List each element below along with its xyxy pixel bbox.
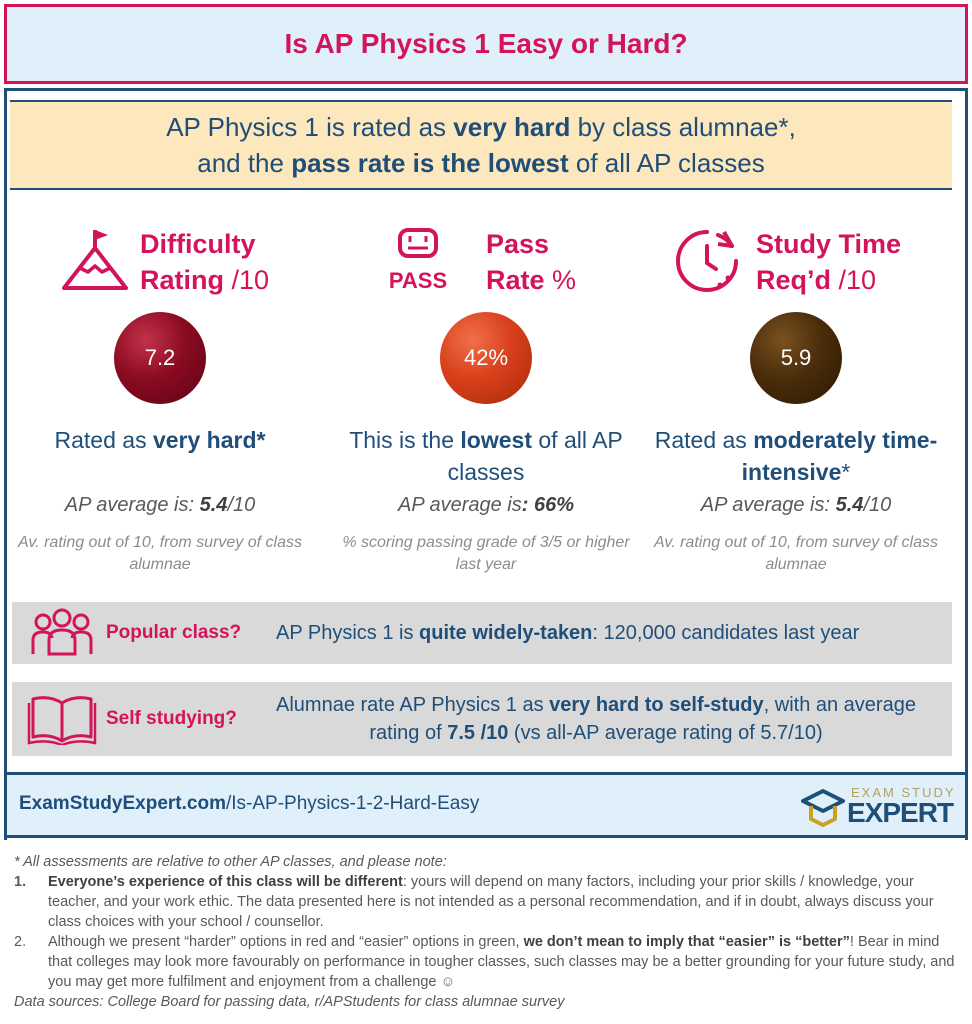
study-time-note: Av. rating out of 10, from survey of class alumnae xyxy=(654,534,938,573)
difficulty-note: Av. rating out of 10, from survey of class alumnae xyxy=(18,534,302,573)
footnote-number: 2. xyxy=(14,934,27,950)
headline-banner xyxy=(10,100,952,190)
footnote-number: 1. xyxy=(14,874,27,890)
study-time-value-bubble: 5.9 xyxy=(750,312,842,404)
avg-label: AP average is: xyxy=(700,494,836,516)
popular-class-label: Popular class? xyxy=(106,622,242,643)
avg-value: : 66% xyxy=(521,494,575,516)
avg-suffix: /10 xyxy=(863,494,892,516)
pass-rate-unit: % xyxy=(544,265,577,295)
footnote-text: Although we present “harder” options in red and “easier” options in green, xyxy=(48,934,524,950)
verdict-text: * xyxy=(841,459,851,485)
verdict-text: Rated as xyxy=(54,427,153,453)
pass-icon-text: PASS xyxy=(388,268,448,293)
pass-rate-column xyxy=(336,220,636,590)
band-text: Alumnae rate AP Physics 1 as xyxy=(276,694,550,716)
pass-rate-value-bubble: 42% xyxy=(440,312,532,404)
pass-rate-note: % scoring passing grade of 3/5 or higher last year xyxy=(342,534,630,573)
difficulty-value-bubble: 7.2 xyxy=(114,312,206,404)
band-text: , with an average rating of xyxy=(369,694,916,744)
headline-line-2 xyxy=(197,145,765,181)
footnote-2 xyxy=(14,932,958,992)
difficulty-header xyxy=(10,220,310,300)
pass-rate-header xyxy=(336,220,636,300)
pass-rate-title-line1: Pass xyxy=(486,229,550,259)
verdict-emphasis: lowest xyxy=(460,427,532,453)
band-text: AP Physics 1 is xyxy=(276,622,420,644)
difficulty-title-line1: Difficulty xyxy=(140,229,256,259)
source-link[interactable] xyxy=(19,793,479,815)
difficulty-unit: /10 xyxy=(224,265,270,295)
self-study-text xyxy=(276,691,916,747)
graduation-cap-icon xyxy=(801,787,845,827)
verdict-text: of all AP classes xyxy=(447,427,623,485)
difficulty-ap-average xyxy=(10,494,310,517)
footnote-text: ! Bear in mind that colleges may look more favourably on performance in tougher classes, such classes may be a better grounding for your future study, and you may get more fulfilment and enjoyment from a challenge ☺ xyxy=(48,934,955,990)
study-time-header xyxy=(646,220,946,300)
pass-rate-title-line2: Rate xyxy=(486,265,545,295)
source-link-domain[interactable]: ExamStudyExpert.com xyxy=(19,793,226,814)
popular-class-band xyxy=(12,602,952,664)
title-bar xyxy=(4,4,968,84)
headline-emphasis: very hard xyxy=(453,112,571,142)
verdict-text: Rated as xyxy=(654,427,754,453)
study-time-title-line1: Study Time xyxy=(756,229,902,259)
verdict-text: This is the xyxy=(349,427,461,453)
headline-text: AP Physics 1 is rated as xyxy=(166,112,454,142)
footer-bar xyxy=(4,772,968,838)
study-time-unit: /10 xyxy=(831,265,877,295)
people-group-icon-wrap xyxy=(26,605,98,661)
footnotes xyxy=(14,852,958,1012)
self-study-label: Self studying? xyxy=(106,708,237,729)
study-time-ap-average xyxy=(646,494,946,517)
open-book-icon xyxy=(27,693,97,745)
pass-rate-title xyxy=(486,226,576,298)
difficulty-title xyxy=(140,226,269,298)
verdict-emphasis: very hard* xyxy=(152,427,266,453)
headline-text: by class alumnae*, xyxy=(570,112,796,142)
pass-rate-ap-average xyxy=(336,494,636,517)
avg-suffix: /10 xyxy=(227,494,256,516)
band-emphasis: quite widely-taken xyxy=(419,622,593,644)
avg-value: 5.4 xyxy=(835,494,864,516)
page-title: Is AP Physics 1 Easy or Hard? xyxy=(284,28,688,59)
exam-study-expert-logo xyxy=(801,779,967,835)
difficulty-verdict xyxy=(10,424,310,456)
open-book-icon-wrap xyxy=(26,691,98,747)
band-emphasis: very hard to self-study xyxy=(549,694,764,716)
headline-line-1 xyxy=(166,109,796,145)
pass-rate-verdict xyxy=(336,424,636,488)
footnote-emphasis: Everyone’s experience of this class will be different xyxy=(48,874,403,890)
popular-class-text xyxy=(276,619,859,647)
avg-label: AP average is: xyxy=(64,494,200,516)
difficulty-title-line2: Rating xyxy=(140,265,224,295)
pass-icon xyxy=(386,226,456,296)
band-text: (vs all-AP average rating of 5.7/10) xyxy=(508,722,823,744)
difficulty-column xyxy=(10,220,310,590)
band-text: : 120,000 candidates last year xyxy=(592,622,860,644)
source-link-path[interactable]: /Is-AP-Physics-1-2-Hard-Easy xyxy=(225,793,480,814)
footnote-emphasis: we don’t mean to imply that “easier” is “better” xyxy=(523,934,850,950)
study-time-column xyxy=(646,220,946,590)
headline-text: of all AP classes xyxy=(568,148,765,178)
headline-text: and the xyxy=(197,148,292,178)
logo-main-text: EXPERT xyxy=(847,797,954,828)
data-sources: Data sources: College Board for passing data, r/APStudents for class alumnae survey xyxy=(14,994,565,1010)
verdict-emphasis: moderately time-intensive xyxy=(741,427,938,485)
clock-icon xyxy=(672,226,742,296)
self-study-band xyxy=(12,682,952,756)
band-emphasis: 7.5 /10 xyxy=(447,722,509,744)
footnote-intro: * All assessments are relative to other AP classes, and please note: xyxy=(14,854,447,870)
study-time-verdict xyxy=(646,424,946,488)
people-group-icon xyxy=(29,608,95,658)
mountain-flag-icon xyxy=(60,226,130,296)
study-time-title-line2: Req’d xyxy=(756,265,832,295)
footnote-1 xyxy=(14,872,958,932)
avg-value: 5.4 xyxy=(199,494,228,516)
logo-top-text: EXAM STUDY xyxy=(851,785,956,800)
avg-label: AP average is xyxy=(397,494,522,516)
footnote-text: : yours will depend on many factors, including your prior skills / knowledge, your teacher, and your work ethic. The data presented here is not intended as a personal recommendation, and if in doubt, always discuss your class choices with your school / counsellor. xyxy=(48,874,934,930)
headline-emphasis: pass rate is the lowest xyxy=(291,148,569,178)
study-time-title xyxy=(756,226,901,298)
